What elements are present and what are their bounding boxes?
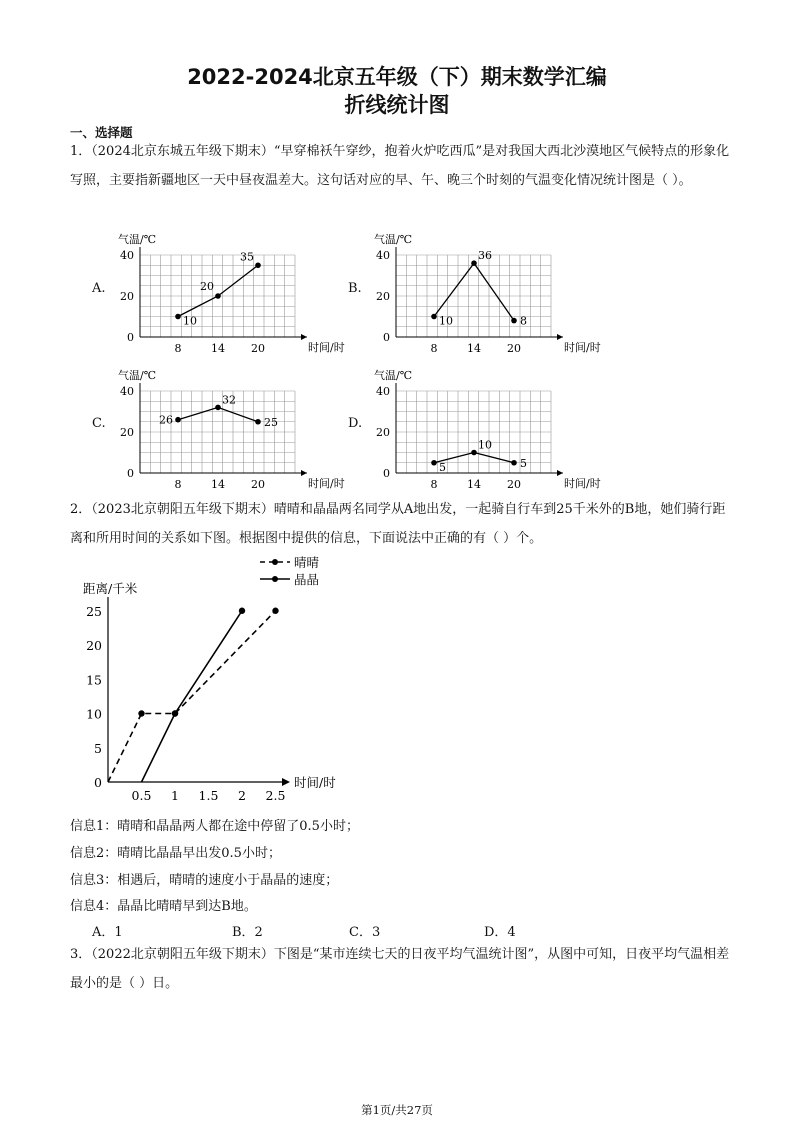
x-axis-label: 时间/时: [564, 477, 601, 490]
data-point: [215, 405, 221, 411]
choice-b: B．2: [232, 925, 263, 940]
question-3-text: 3．（2022北京朝阳五年级下期末）下图是“某市连续七天的日夜平均气温统计图”，从图中可知，日夜平均气温相差最小的是（ ）日。: [70, 947, 730, 991]
data-label: 10: [478, 438, 492, 452]
y-tick-label: 0: [94, 775, 102, 790]
legend-label: 晶晶: [294, 572, 320, 587]
chart-option-c: [110, 358, 345, 493]
data-label: 25: [264, 415, 278, 429]
y-tick-label: 20: [120, 290, 134, 303]
document-subtitle: 折线统计图: [344, 93, 450, 117]
y-axis-label: 气温/℃: [118, 233, 157, 246]
data-point: [175, 417, 181, 423]
y-tick-label: 20: [376, 426, 390, 439]
y-tick-label: 0: [383, 467, 390, 480]
data-point: [138, 710, 144, 716]
series-line: [178, 265, 258, 316]
data-point: [255, 419, 261, 425]
x-tick-label: 20: [251, 478, 265, 491]
x-axis-label: 时间/时: [294, 775, 336, 790]
data-label: 8: [520, 314, 527, 328]
x-tick-label: 0.5: [131, 788, 152, 803]
option-a-label: A.: [92, 281, 106, 296]
x-tick-label: 2.5: [265, 788, 286, 803]
choice-c: C．3: [349, 925, 381, 940]
data-point: [511, 460, 517, 466]
y-axis-label: 气温/℃: [374, 369, 413, 382]
x-axis-label: 时间/时: [564, 341, 601, 354]
y-axis-label: 气温/℃: [118, 369, 157, 382]
series-line-qingqing: [108, 611, 276, 782]
x-axis-arrow: [282, 778, 290, 786]
x-tick-label: 8: [430, 478, 438, 491]
y-tick-label: 5: [94, 740, 102, 756]
data-label: 10: [439, 314, 453, 328]
data-point: [431, 460, 437, 466]
x-axis-arrow: [301, 470, 307, 476]
y-axis-label: 距离/千米: [83, 581, 138, 596]
info-3: 信息3：相遇后，晴晴的速度小于晶晶的速度；: [70, 873, 339, 888]
chart-option-b: [366, 222, 601, 357]
data-label: 5: [439, 460, 446, 474]
y-tick-label: 20: [120, 426, 134, 439]
x-axis-arrow: [301, 334, 307, 340]
y-tick-label: 15: [86, 672, 102, 688]
x-tick-label: 1.5: [198, 788, 219, 803]
x-tick-label: 2: [238, 788, 246, 803]
option-b-label: B.: [348, 281, 362, 296]
y-tick-label: 0: [127, 467, 134, 480]
info-4: 信息4：晶晶比晴晴早到达B地。: [70, 899, 257, 914]
legend-label: 晴晴: [294, 555, 320, 570]
x-axis-label: 时间/时: [308, 341, 345, 354]
chart-option-d: [366, 358, 601, 493]
y-tick-label: 40: [376, 249, 390, 262]
question-2-text: 2．（2023北京朝阳五年级下期末）晴晴和晶晶两名同学从A地出发，一起骑自行车到25千米外的B地，她们骑行距离和所用时间的关系如下图。根据图中提供的信息，下面说法中正确的有（ ）个。: [70, 502, 726, 546]
data-point: [239, 608, 245, 614]
x-tick-label: 8: [174, 478, 182, 491]
option-c-label: C.: [92, 416, 106, 431]
page-number: 第1页/共27页: [361, 1103, 433, 1117]
chart-option-a: [110, 222, 345, 357]
y-tick-label: 20: [86, 638, 102, 653]
info-2: 信息2：晴晴比晶晶早出发0.5小时；: [70, 846, 281, 861]
y-tick-label: 0: [383, 331, 390, 344]
chart-distance-time: [75, 552, 355, 812]
x-tick-label: 8: [430, 342, 438, 355]
x-axis-arrow: [557, 470, 563, 476]
x-tick-label: 20: [251, 342, 265, 355]
y-tick-label: 20: [376, 290, 390, 303]
data-label: 5: [520, 456, 527, 470]
data-point: [215, 293, 221, 299]
legend-marker: [272, 576, 278, 582]
legend-marker: [272, 559, 278, 565]
y-tick-label: 40: [376, 385, 390, 398]
section-heading: 一、选择题: [70, 125, 133, 140]
data-point: [471, 260, 477, 266]
data-point: [172, 710, 178, 716]
x-tick-label: 8: [174, 342, 182, 355]
choice-a: A．1: [92, 925, 123, 940]
y-tick-label: 0: [127, 331, 134, 344]
data-label: 32: [222, 393, 236, 407]
data-point: [175, 314, 181, 320]
x-axis-label: 时间/时: [308, 477, 345, 490]
data-label: 10: [183, 314, 197, 328]
data-point: [272, 608, 278, 614]
data-label: 35: [240, 250, 254, 264]
x-tick-label: 14: [211, 342, 225, 355]
series-line: [434, 263, 514, 320]
y-axis-label: 气温/℃: [374, 233, 413, 246]
data-point: [431, 314, 437, 320]
x-axis-arrow: [557, 334, 563, 340]
y-tick-label: 25: [86, 603, 102, 619]
x-tick-label: 20: [507, 342, 521, 355]
x-tick-label: 14: [211, 478, 225, 491]
data-point: [255, 262, 261, 268]
data-point: [471, 450, 477, 456]
y-tick-label: 40: [120, 385, 134, 398]
document-title: 2022-2024北京五年级（下）期末数学汇编: [187, 65, 607, 89]
y-tick-label: 40: [120, 249, 134, 262]
data-label: 26: [159, 413, 173, 427]
x-tick-label: 14: [467, 342, 481, 355]
data-point: [511, 318, 517, 324]
data-label: 36: [478, 249, 492, 263]
question-1-text: 1．（2024北京东城五年级下期末）“早穿棉袄午穿纱，抱着火炉吃西瓜”是对我国大西北沙漠地区气候特点的形象化写照，主要指新疆地区一天中昼夜温差大。这句话对应的早、午、晚三个时刻的气温变化情况统计图是（ ）。: [70, 144, 730, 188]
x-tick-label: 1: [171, 788, 179, 803]
x-tick-label: 14: [467, 478, 481, 491]
x-tick-label: 20: [507, 478, 521, 491]
option-d-label: D.: [348, 416, 363, 431]
data-label: 20: [200, 280, 214, 293]
choice-d: D．4: [484, 925, 516, 940]
y-tick-label: 10: [86, 706, 102, 722]
info-1: 信息1：晴晴和晶晶两人都在途中停留了0.5小时；: [70, 819, 359, 834]
